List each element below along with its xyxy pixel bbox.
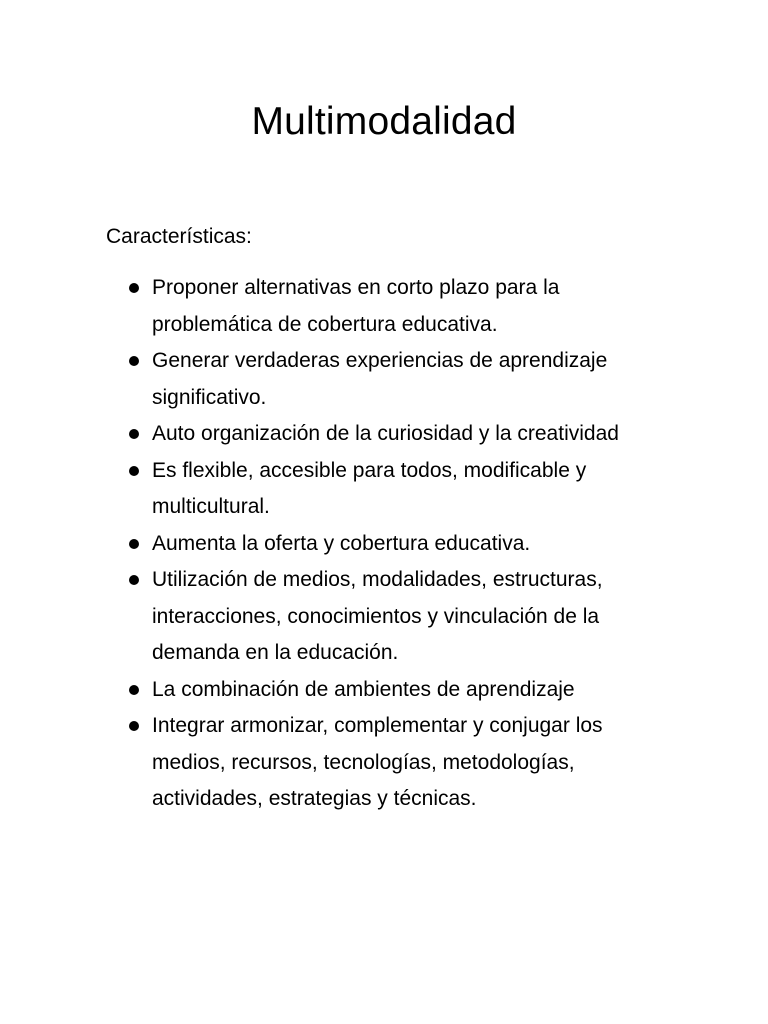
- bullet-icon: [129, 356, 139, 366]
- list-item-text: La combinación de ambientes de aprendizaje: [152, 677, 575, 701]
- list-item-text: Proponer alternativas en corto plazo para la problemática de cobertura educativa.: [152, 276, 560, 336]
- bullet-icon: [129, 721, 139, 731]
- list-item: [0, 562, 768, 672]
- list-item: [0, 343, 768, 416]
- bullet-icon: [129, 429, 139, 439]
- bullet-icon: [129, 539, 139, 549]
- list-item-text: Auto organización de la curiosidad y la creatividad: [152, 422, 619, 445]
- bullet-icon: [129, 466, 139, 476]
- bullet-icon: [129, 283, 139, 293]
- list-item: [0, 708, 768, 818]
- list-item-text: Es flexible, accesible para todos, modificable y multicultural.: [152, 458, 587, 518]
- list-item: [0, 270, 768, 343]
- list-item-text: Integrar armonizar, complementar y conjugar los medios, recursos, tecnologías, metodologías, actividades, estrategias y técnicas.: [152, 714, 603, 810]
- list-item: [0, 416, 768, 453]
- list-item-text: Utilización de medios, modalidades, estructuras, interacciones, conocimientos y vinculación de la demanda en la educación.: [152, 568, 603, 664]
- list-item: [0, 453, 768, 526]
- list-item: [0, 672, 768, 709]
- list-item-text: Generar verdaderas experiencias de aprendizaje significativo.: [152, 349, 608, 409]
- characteristics-list: [0, 270, 768, 818]
- list-item-text: Aumenta la oferta y cobertura educativa.: [152, 531, 531, 555]
- section-label: Características:: [106, 225, 252, 248]
- bullet-icon: [129, 685, 139, 695]
- page-title: Multimodalidad: [251, 100, 517, 143]
- bullet-icon: [129, 575, 139, 585]
- list-item: [0, 526, 768, 563]
